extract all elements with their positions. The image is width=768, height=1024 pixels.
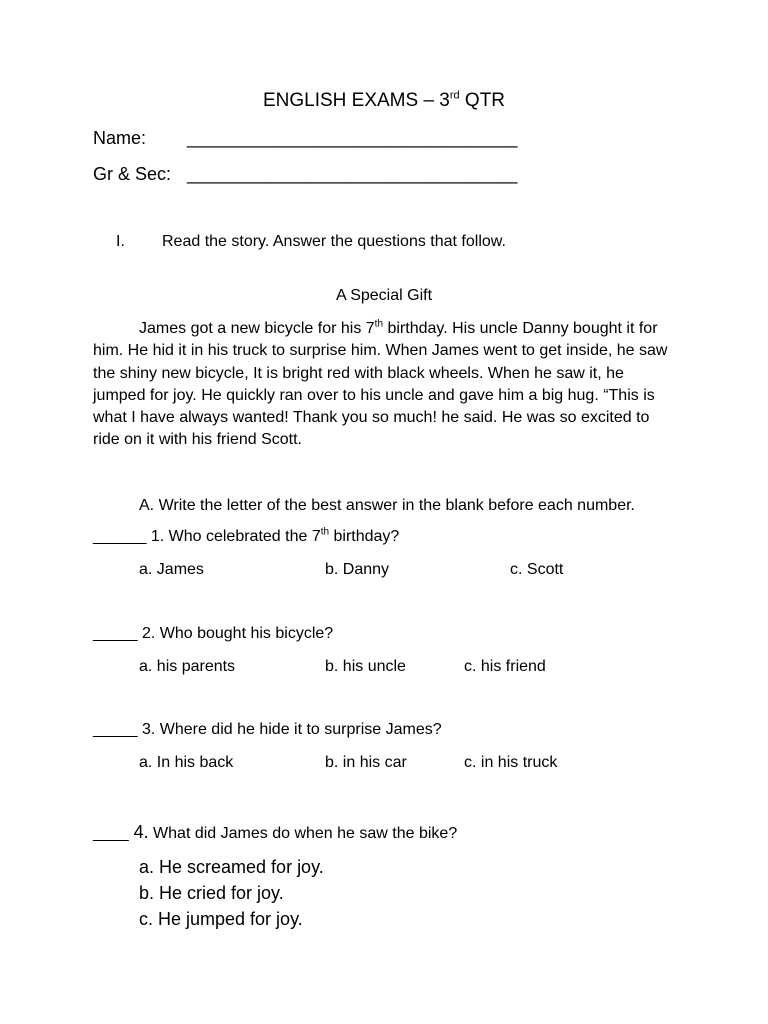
story-paragraph xyxy=(93,318,678,452)
choice-a: a. He screamed for joy. xyxy=(139,857,324,877)
exam-title xyxy=(0,90,768,112)
question-text: 3. Where did he hide it to surprise James? xyxy=(137,721,442,738)
choice-c: c. in his truck xyxy=(464,754,558,771)
question-2 xyxy=(93,625,333,643)
section-instruction: Read the story. Answer the questions that follow. xyxy=(162,233,506,250)
question-4 xyxy=(93,822,457,843)
choice-a: a. his parents xyxy=(139,658,236,675)
question-sup: th xyxy=(320,526,330,538)
choice-b: b. in his car xyxy=(325,754,407,771)
choice-b: b. his uncle xyxy=(325,658,406,675)
name-line[interactable]: _________________________________ xyxy=(187,128,518,148)
choice-b: b. Danny xyxy=(325,561,390,578)
choice-a: a. In his back xyxy=(139,754,234,771)
question-number: 4. xyxy=(128,822,149,842)
choice-c: c. his friend xyxy=(464,658,546,675)
exam-title-sup: rd xyxy=(449,89,460,102)
question-text: 2. Who bought his bicycle? xyxy=(137,625,334,642)
question-text: What did James do when he saw the bike? xyxy=(148,825,458,842)
name-label: Name: xyxy=(93,128,147,148)
choice-b: b. He cried for joy. xyxy=(139,883,284,903)
exam-title-end: QTR xyxy=(459,90,506,111)
answer-blank[interactable]: _____ xyxy=(93,721,138,738)
choice-a: a. James xyxy=(139,561,204,578)
story-title: A Special Gift xyxy=(335,287,433,304)
choice-c: c. He jumped for joy. xyxy=(139,909,303,929)
question-text-end: birthday? xyxy=(329,528,400,545)
question-1 xyxy=(93,528,399,546)
part-a-instruction: A. Write the letter of the best answer in the blank before each number. xyxy=(139,497,635,514)
question-3 xyxy=(93,721,442,739)
choice-c: c. Scott xyxy=(510,561,564,578)
section-number: I. xyxy=(116,233,125,250)
answer-blank[interactable]: ______ xyxy=(93,528,147,545)
answer-blank[interactable]: _____ xyxy=(93,625,138,642)
story-text-rest: birthday. His uncle Danny bought it for him. He hid it in his truck to surprise him. When James went to get inside, he saw the shiny new bicycle, It is bright red with black wheels. When he saw it, he jumped for joy. He quickly ran over to his uncle and gave him a big hug. “This is what I have always wanted! Thank you so much! he said. He was so excited to ride on it with his friend Scott. xyxy=(93,320,668,449)
story-text-start: James got a new bicycle for his 7 xyxy=(139,320,375,337)
exam-title-main: ENGLISH EXAMS – 3 xyxy=(262,90,450,111)
question-text: 1. Who celebrated the 7 xyxy=(146,528,321,545)
grsec-label: Gr & Sec: xyxy=(93,164,172,184)
story-sup: th xyxy=(374,318,384,330)
grsec-line[interactable]: _________________________________ xyxy=(187,164,518,184)
answer-blank[interactable]: ____ xyxy=(93,825,129,842)
